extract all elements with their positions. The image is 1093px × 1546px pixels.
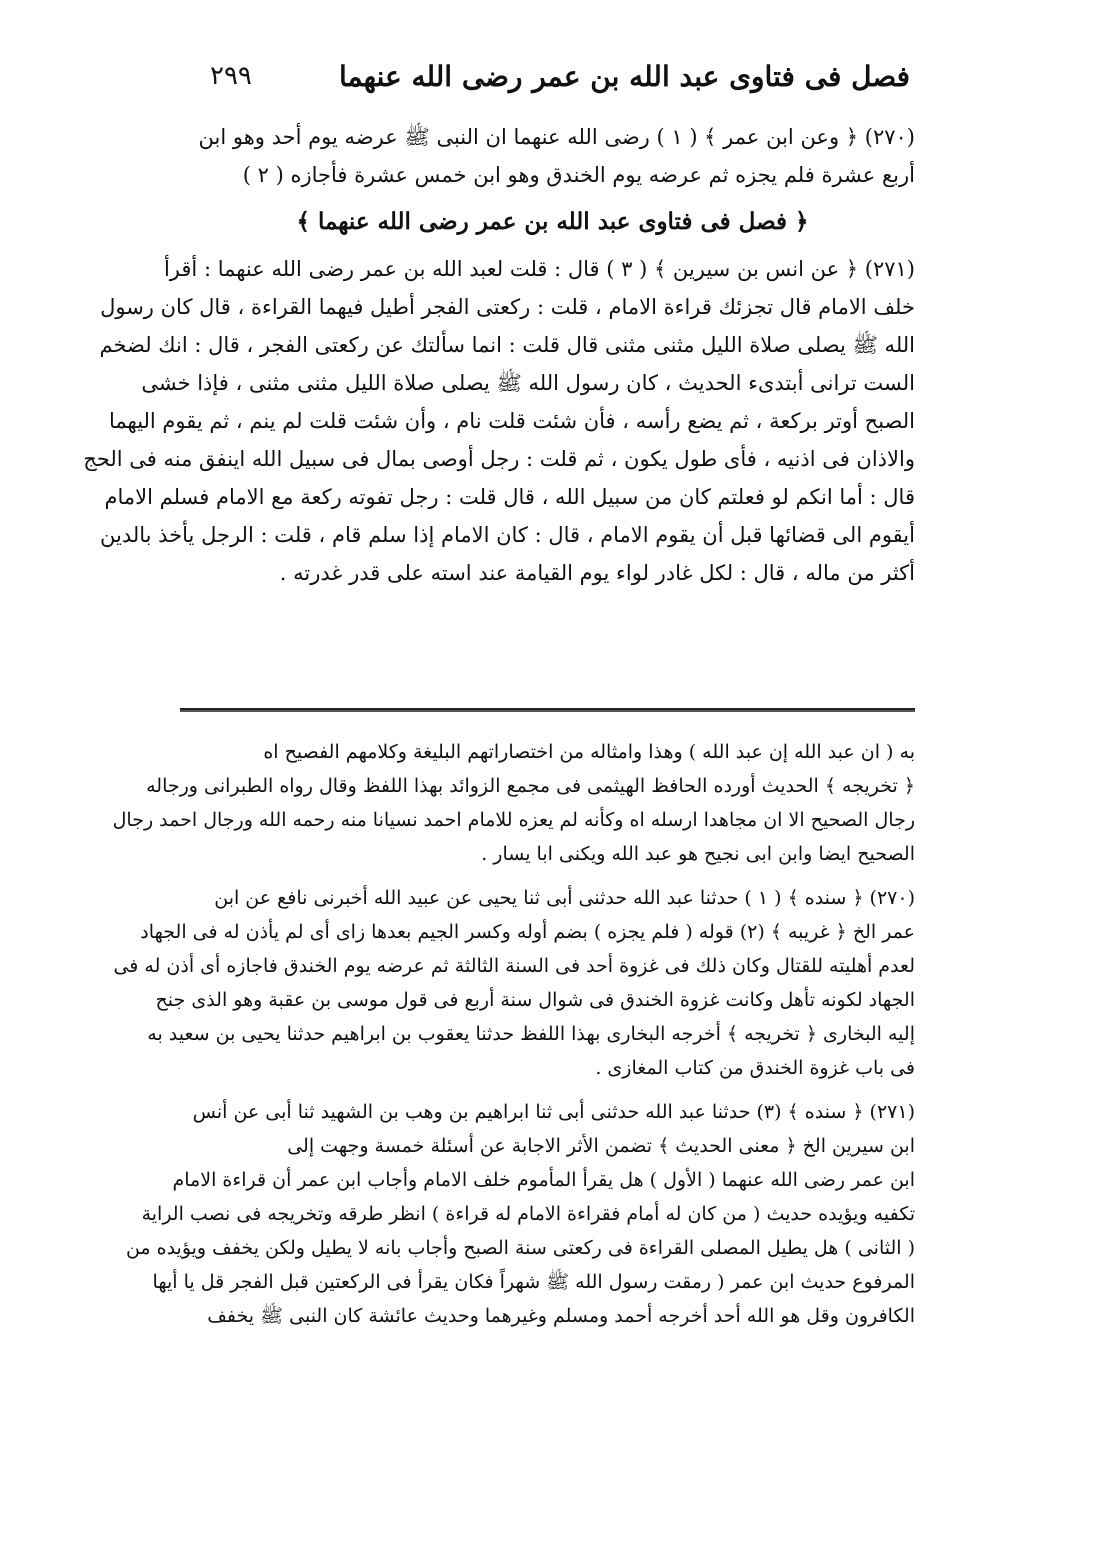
footnote-line: الكافرون وقل هو الله أحد أخرجه أحمد ومسلم وغيرهما وحديث عائشة كان النبى ﷺ يخفف xyxy=(207,1305,915,1327)
footnote-line: المرفوع حديث ابن عمر ( رمقت رسول الله ﷺ شهراً فكان يقرأ فى الركعتين قبل الفجر قل يا أيها xyxy=(152,1271,915,1293)
footnote-line: الصحيح ايضا وابن ابى نجيح هو عبد الله ويكنى ابا يسار . xyxy=(481,843,915,865)
footnote-line: الجهاد لكونه تأهل وكانت غزوة الخندق فى شوال سنة أربع فى قول موسى بن عقبة وهو الذى جنح xyxy=(155,989,915,1011)
footnote-block-271 xyxy=(125,1095,915,1333)
text-line: خلف الامام قال تجزئك قراءة الامام ، قلت : ركعتى الفجر أطيل فيهما القراءة ، قال كان رسول xyxy=(100,295,915,319)
hadith-271 xyxy=(83,250,915,592)
running-title: فصل فى فتاوى عبد الله بن عمر رضى الله عنهما xyxy=(338,59,910,93)
text-line: (٢٧١) ﴿ عن انس بن سيرين ﴾ ( ٣ ) قال : قلت لعبد الله بن عمر رضى الله عنهما : أقرأ xyxy=(163,257,915,281)
footnote-divider xyxy=(180,708,915,710)
text-line: قال : أما انكم لو فعلتم كان من سبيل الله ، قال قلت : رجل تفوته ركعة مع الامام فسلم الامام xyxy=(104,485,915,509)
text-line: أيقوم الى قضائها قبل أن يقوم الامام ، قال : كان الامام إذا سلم قام ، قلت : الرجل يأخذ بالدين xyxy=(99,523,915,547)
page-header xyxy=(210,52,910,100)
footnote-line: ( الثانى ) هل يطيل المصلى القراءة فى ركعتى سنة الصبح وأجاب بانه لا يطيل ولكن يخفف ويؤيده من xyxy=(125,1237,915,1259)
text-line: الست ترانى أبتدىء الحديث ، كان رسول الله ﷺ يصلى صلاة الليل مثنى مثنى ، فإذا خشى xyxy=(141,371,915,395)
page-number: ٢٩٩ xyxy=(210,61,252,91)
text-line: الله ﷺ يصلى صلاة الليل مثنى مثنى قال قلت : انما سألتك عن ركعتى الفجر ، قال : انك لضخم xyxy=(99,333,915,357)
footnote-block-continued xyxy=(112,735,915,871)
footnote-line: ابن سيرين الخ ﴿ معنى الحديث ﴾ تضمن الأثر الاجابة عن أسئلة خمسة وجهت إلى xyxy=(287,1135,915,1157)
footnote-line: (٢٧١) ﴿ سنده ﴾ (٣) حدثنا عبد الله حدثنى أبى ثنا ابراهيم بن وهب بن الشهيد ثنا أبى عن أنس xyxy=(192,1101,915,1123)
footnote-line: لعدم أهليته للقتال وكان ذلك فى غزوة أحد فى السنة الثالثة ثم عرضه يوم الخندق فاجازه أى أذن له فى xyxy=(113,955,915,977)
footnote-line: فى باب غزوة الخندق من كتاب المغازى . xyxy=(595,1057,915,1079)
footnote-block-270 xyxy=(113,881,915,1085)
block-gap xyxy=(185,1085,915,1095)
text-line: أكثر من ماله ، قال : لكل غادر لواء يوم القيامة عند استه على قدر غدرته . xyxy=(279,561,915,585)
section-heading: ﴿ فصل فى فتاوى عبد الله بن عمر رضى الله عنهما ﴾ xyxy=(296,208,809,235)
footnote-line: ابن عمر رضى الله عنهما ( الأول ) هل يقرأ المأموم خلف الامام وأجاب ابن عمر أن قراءة الامام xyxy=(172,1169,915,1191)
footnote-line: به ( ان عبد الله إن عبد الله ) وهذا وامثاله من اختصاراتهم البليغة وكلامهم الفصيح اه xyxy=(263,741,915,763)
footnote-line: (٢٧٠) ﴿ سنده ﴾ ( ١ ) حدثنا عبد الله حدثنى أبى ثنا يحيى عن عبيد الله أخبرنى نافع عن ابن xyxy=(214,887,915,909)
footnote-line: تكفيه ويؤيده حديث ( من كان له أمام فقراءة الامام له قراءة ) انظر طرقه وتخريجه فى نصب الراية xyxy=(141,1203,915,1225)
text-line: الصبح أوتر بركعة ، ثم يضع رأسه ، فأن شئت قلت نام ، وأن شئت قلت لم ينم ، ثم يقوم اليهما xyxy=(108,409,915,433)
text-line: أربع عشرة فلم يجزه ثم عرضه يوم الخندق وهو ابن خمس عشرة فأجازه ( ٢ ) xyxy=(242,163,915,187)
footnote-line: إليه البخارى ﴿ تخريجه ﴾ أخرجه البخارى بهذا اللفظ حدثنا يعقوب بن ابراهيم حدثنا يحيى بن سعيد به xyxy=(147,1023,915,1045)
text-line: والاذان فى اذنيه ، فأى طول يكون ، ثم قلت : رجل أوصى بمال فى سبيل الله اينفق منه فى الحج xyxy=(83,447,915,471)
footnote-line: رجال الصحيح الا ان مجاهدا ارسله اه وكأنه لم يعزه للامام احمد نسيانا منه رحمه الله ورجال احمد رجال xyxy=(112,809,915,831)
hadith-270 xyxy=(190,118,915,194)
footnote-line: ﴿ تخريجه ﴾ الحديث أورده الحافظ الهيثمى فى مجمع الزوائد بهذا اللفظ وقال رواه الطبرانى ورجاله xyxy=(146,775,915,797)
footnote-line: عمر الخ ﴿ غريبه ﴾ (٢) قوله ( فلم يجزه ) بضم أوله وكسر الجيم بعدها زاى أى لم يأذن له فى الجهاد xyxy=(140,921,915,943)
block-gap xyxy=(185,871,915,881)
footnotes xyxy=(112,735,915,1333)
main-text xyxy=(83,118,915,592)
text-line: (٢٧٠) ﴿ وعن ابن عمر ﴾ ( ١ ) رضى الله عنهما ان النبى ﷺ عرضه يوم أحد وهو ابن xyxy=(198,125,915,149)
